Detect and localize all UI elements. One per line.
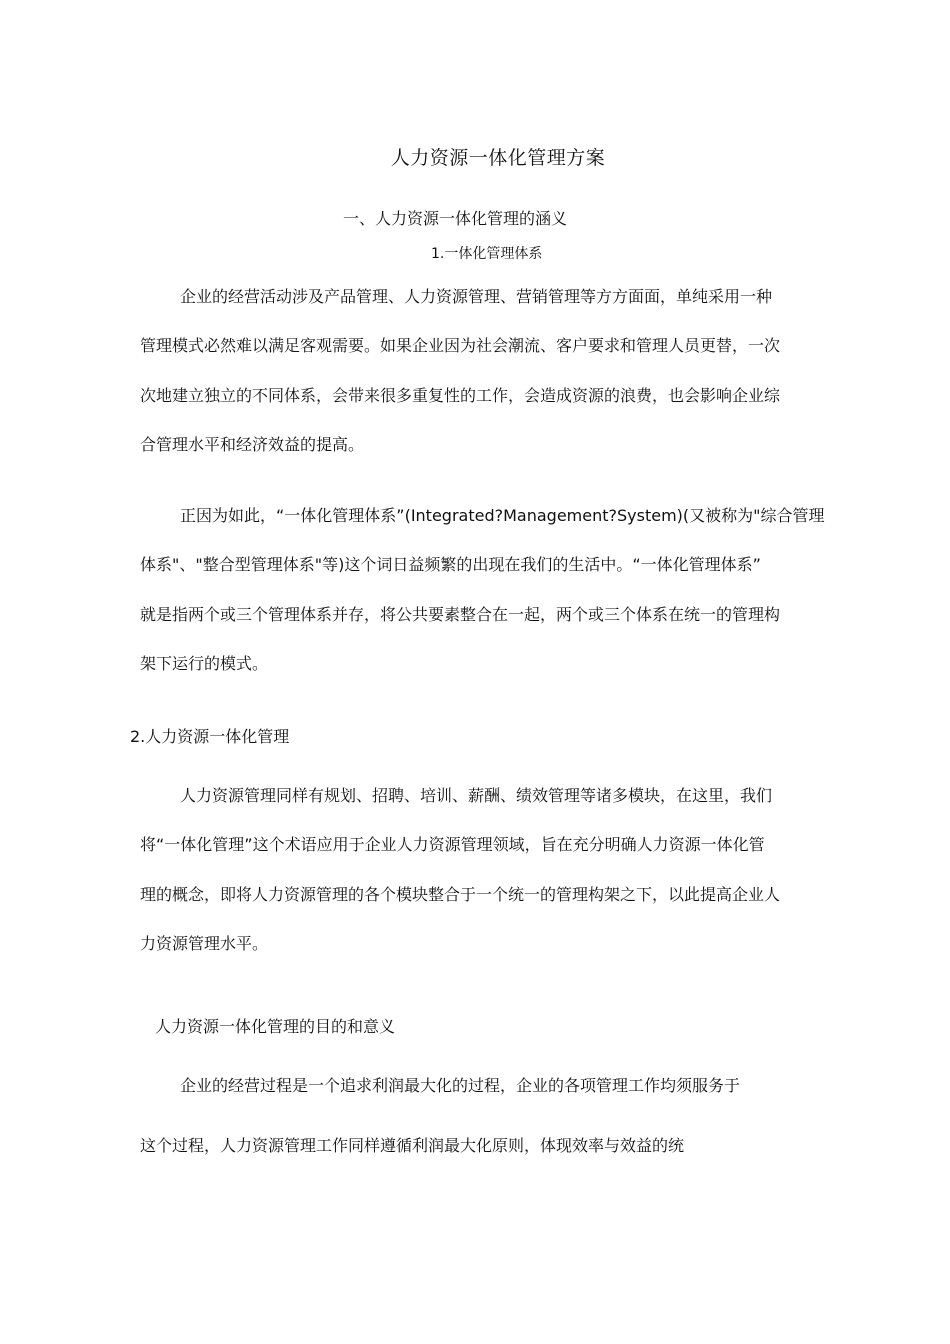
subsection-heading-hr-integration: 2.人力资源一体化管理 xyxy=(130,727,290,746)
subsection-heading-purpose: 人力资源一体化管理的目的和意义 xyxy=(155,1017,396,1036)
paragraph-4 xyxy=(140,1076,870,1196)
document-title: 人力资源一体化管理方案 xyxy=(390,147,606,169)
paragraph-line: 正因为如此，“一体化管理体系”(Integrated?Management?System)(又被称为"综合管理 xyxy=(180,506,825,525)
paragraph-line: 就是指两个或三个管理体系并存，将公共要素整合在一起，两个或三个体系在统一的管理构 xyxy=(140,604,781,624)
paragraph-line: 将“一体化管理”这个术语应用于企业人力资源管理领域，旨在充分明确人力资源一体化管 xyxy=(140,835,765,855)
paragraph-line: 理的概念，即将人力资源管理的各个模块整合于一个统一的管理构架之下，以此提高企业人 xyxy=(140,884,781,904)
subsection-heading-integrated-system: 1.一体化管理体系 xyxy=(431,246,543,262)
paragraph-line: 人力资源管理同样有规划、招聘、培训、薪酬、绩效管理等诸多模块，在这里，我们 xyxy=(180,786,773,805)
paragraph-line: 次地建立独立的不同体系，会带来很多重复性的工作，会造成资源的浪费，也会影响企业综 xyxy=(140,385,781,405)
paragraph-1 xyxy=(140,287,870,484)
paragraph-line: 架下运行的模式。 xyxy=(140,653,269,673)
paragraph-line: 这个过程，人力资源管理工作同样遵循利润最大化原则，体现效率与效益的统 xyxy=(140,1136,685,1155)
paragraph-2 xyxy=(140,506,870,703)
paragraph-line: 合管理水平和经济效益的提高。 xyxy=(140,434,365,454)
paragraph-line: 企业的经营过程是一个追求利润最大化的过程，企业的各项管理工作均须服务于 xyxy=(180,1076,741,1095)
paragraph-line: 体系"、"整合型管理体系"等)这个词日益频繁的出现在我们的生活中。“一体化管理体系” xyxy=(140,555,761,575)
paragraph-line: 力资源管理水平。 xyxy=(140,933,269,953)
paragraph-line: 管理模式必然难以满足客观需要。如果企业因为社会潮流、客户要求和管理人员更替，一次 xyxy=(140,336,781,356)
paragraph-line: 企业的经营活动涉及产品管理、人力资源管理、营销管理等方方面面，单纯采用一种 xyxy=(180,287,773,306)
section-heading: 一、人力资源一体化管理的涵义 xyxy=(343,209,568,228)
paragraph-3 xyxy=(140,786,870,983)
